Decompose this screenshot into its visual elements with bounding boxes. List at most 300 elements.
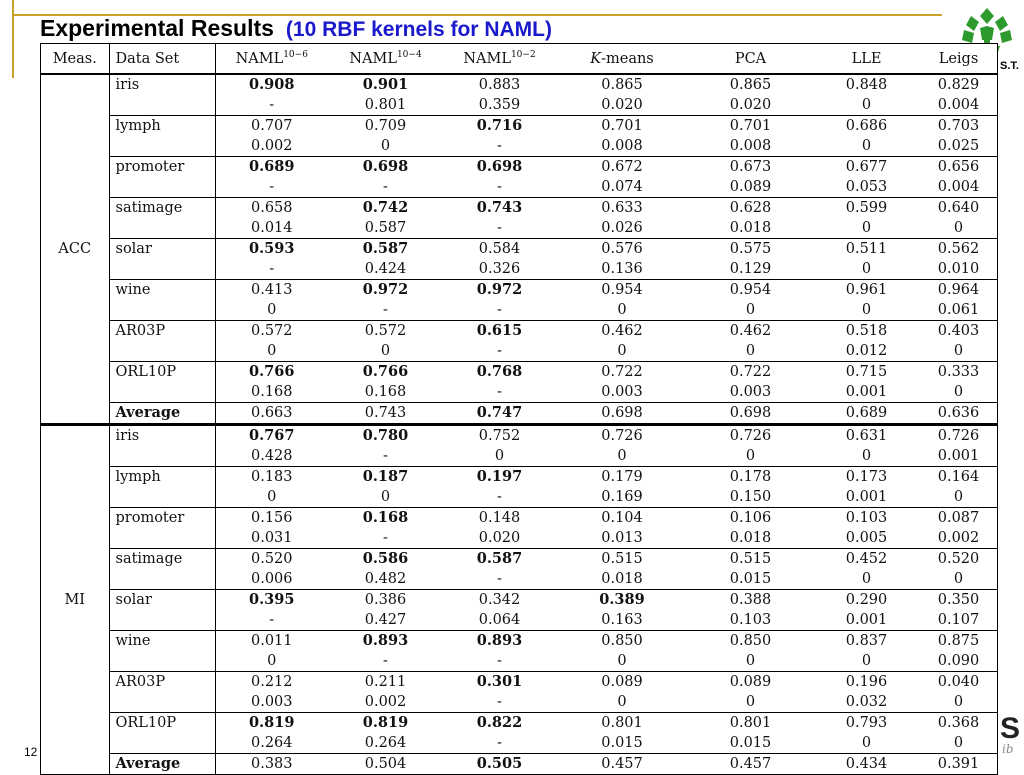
pvalue-cell: 0.064	[478, 612, 521, 628]
pvalue-cell: 0.168	[250, 384, 293, 400]
dataset-blank	[109, 382, 215, 403]
table-row	[41, 321, 997, 342]
pvalue-cell: 0.169	[601, 489, 643, 505]
score-cell: 0.562	[920, 239, 997, 260]
score-cell: 0.593	[215, 239, 328, 260]
table-row	[41, 713, 997, 734]
dataset-blank	[109, 651, 215, 672]
dataset-name: AR03P	[109, 321, 215, 342]
header-naml-label: NAML	[349, 50, 397, 67]
average-cell: 0.457	[688, 754, 813, 775]
score-cell: 0.386	[328, 590, 443, 611]
pvalue-cell: 0	[953, 220, 964, 236]
dataset-blank	[109, 259, 215, 280]
table-row	[41, 382, 997, 403]
score-cell: 0.901	[328, 74, 443, 95]
score-cell: 0.183	[215, 467, 328, 488]
pvalue-cell: 0	[267, 302, 277, 318]
slide-accent-vertical-line	[12, 0, 14, 78]
score-cell: 0.106	[688, 508, 813, 529]
pvalue-cell: -	[497, 653, 502, 669]
bottom-right-logo-fragment: S	[1000, 712, 1021, 745]
subtitle-text: (10 RBF kernels for NAML)	[285, 18, 552, 41]
score-cell: 0.515	[688, 549, 813, 570]
score-cell: 0.673	[688, 157, 813, 178]
score-cell: 0.520	[920, 549, 997, 570]
average-cell: 0.689	[813, 403, 920, 425]
score-cell: 0.518	[813, 321, 920, 342]
table-row	[41, 177, 997, 198]
score-cell: 0.615	[443, 321, 556, 342]
dataset-blank	[109, 95, 215, 116]
table-row	[41, 74, 997, 95]
pvalue-cell: -	[383, 653, 388, 669]
dataset-name: solar	[109, 590, 215, 611]
score-cell: 0.677	[813, 157, 920, 178]
table-row	[41, 549, 997, 570]
pvalue-cell: 0.025	[937, 138, 980, 154]
score-cell: 0.350	[920, 590, 997, 611]
results-table	[41, 44, 997, 774]
table-row	[41, 651, 997, 672]
pvalue-cell: 0.003	[729, 384, 772, 400]
pvalue-cell: 0.002	[250, 138, 293, 154]
header-naml-1e-4	[328, 44, 443, 74]
score-cell: 0.148	[443, 508, 556, 529]
pvalue-cell: 0	[617, 343, 627, 359]
score-cell: 0.698	[328, 157, 443, 178]
table-row	[41, 300, 997, 321]
score-cell: 0.520	[215, 549, 328, 570]
pvalue-cell: -	[383, 448, 388, 464]
pvalue-cell: 0.005	[845, 530, 888, 546]
table-row	[41, 672, 997, 693]
score-cell: 0.333	[920, 362, 997, 383]
dataset-blank	[109, 733, 215, 754]
table-row	[41, 631, 997, 652]
pvalue-cell: 0.074	[601, 179, 643, 195]
pvalue-cell: 0.018	[729, 530, 772, 546]
average-cell: 0.698	[688, 403, 813, 425]
score-cell: 0.961	[813, 280, 920, 301]
results-table-frame	[40, 43, 998, 775]
dataset-name: solar	[109, 239, 215, 260]
average-cell: 0.743	[328, 403, 443, 425]
pvalue-cell: -	[497, 179, 502, 195]
dataset-name: promoter	[109, 508, 215, 529]
pvalue-cell: -	[497, 343, 502, 359]
pvalue-cell: -	[383, 530, 388, 546]
dataset-name: wine	[109, 631, 215, 652]
pvalue-cell: 0.428	[250, 448, 293, 464]
dataset-name: lymph	[109, 467, 215, 488]
pvalue-cell: 0	[745, 653, 756, 669]
pvalue-cell: 0.012	[845, 343, 888, 359]
score-cell: 0.633	[556, 198, 688, 219]
dataset-name: iris	[109, 74, 215, 95]
score-cell: 0.819	[215, 713, 328, 734]
score-cell: 0.087	[920, 508, 997, 529]
score-cell: 0.658	[215, 198, 328, 219]
pvalue-cell: 0.587	[364, 220, 407, 236]
score-cell: 0.703	[920, 116, 997, 137]
header-kmeans-rest: -means	[601, 50, 654, 67]
pvalue-cell: 0	[861, 571, 872, 587]
score-cell: 0.964	[920, 280, 997, 301]
score-cell: 0.587	[328, 239, 443, 260]
table-row	[41, 733, 997, 754]
table-row	[41, 467, 997, 488]
table-row	[41, 528, 997, 549]
pvalue-cell: 0.326	[478, 261, 521, 277]
score-cell: 0.462	[556, 321, 688, 342]
score-cell: 0.103	[813, 508, 920, 529]
score-cell: 0.801	[688, 713, 813, 734]
pvalue-cell: -	[269, 97, 275, 113]
pvalue-cell: 0	[953, 384, 964, 400]
score-cell: 0.211	[328, 672, 443, 693]
header-naml-1e-2	[443, 44, 556, 74]
dataset-blank	[109, 218, 215, 239]
table-row	[41, 487, 997, 508]
pvalue-cell: 0.010	[937, 261, 980, 277]
score-cell: 0.587	[443, 549, 556, 570]
dataset-blank	[109, 610, 215, 631]
score-cell: 0.822	[443, 713, 556, 734]
table-row	[41, 157, 997, 178]
score-cell: 0.586	[328, 549, 443, 570]
score-cell: 0.197	[443, 467, 556, 488]
score-cell: 0.908	[215, 74, 328, 95]
pvalue-cell: 0	[953, 489, 964, 505]
dataset-name: wine	[109, 280, 215, 301]
dataset-blank	[109, 487, 215, 508]
dataset-name: lymph	[109, 116, 215, 137]
average-cell: 0.663	[215, 403, 328, 425]
pvalue-cell: 0.018	[729, 220, 772, 236]
score-cell: 0.780	[328, 425, 443, 447]
score-cell: 0.768	[443, 362, 556, 383]
score-cell: 0.954	[556, 280, 688, 301]
pvalue-cell: 0	[953, 735, 964, 751]
score-cell: 0.893	[328, 631, 443, 652]
header-pca: PCA	[688, 44, 813, 74]
score-cell: 0.089	[688, 672, 813, 693]
pvalue-cell: 0	[861, 261, 872, 277]
score-cell: 0.743	[443, 198, 556, 219]
dataset-name: promoter	[109, 157, 215, 178]
pvalue-cell: 0.103	[729, 612, 772, 628]
pvalue-cell: 0.427	[364, 612, 407, 628]
dataset-blank	[109, 341, 215, 362]
pvalue-cell: 0.359	[478, 97, 521, 113]
pvalue-cell: 0.014	[250, 220, 293, 236]
pvalue-cell: 0.150	[729, 489, 772, 505]
pvalue-cell: 0	[617, 448, 627, 464]
pvalue-cell: 0.020	[601, 97, 643, 113]
score-cell: 0.388	[688, 590, 813, 611]
page-number: 12	[24, 745, 38, 759]
average-label: Average	[109, 403, 215, 425]
table-row	[41, 259, 997, 280]
average-cell: 0.698	[556, 403, 688, 425]
pvalue-cell: 0.008	[601, 138, 643, 154]
pvalue-cell: 0	[953, 694, 964, 710]
score-cell: 0.168	[328, 508, 443, 529]
score-cell: 0.515	[556, 549, 688, 570]
pvalue-cell: -	[497, 694, 502, 710]
table-row	[41, 446, 997, 467]
score-cell: 0.575	[688, 239, 813, 260]
table-row	[41, 590, 997, 611]
score-cell: 0.599	[813, 198, 920, 219]
score-cell: 0.628	[688, 198, 813, 219]
pvalue-cell: 0	[861, 735, 872, 751]
table-row	[41, 425, 997, 447]
pvalue-cell: 0.013	[601, 530, 643, 546]
score-cell: 0.972	[328, 280, 443, 301]
score-cell: 0.040	[920, 672, 997, 693]
score-cell: 0.701	[556, 116, 688, 137]
dataset-name: ORL10P	[109, 362, 215, 383]
header-naml-label: NAML	[463, 50, 511, 67]
score-cell: 0.766	[215, 362, 328, 383]
title-text: Experimental Results	[40, 15, 274, 41]
pvalue-cell: 0	[861, 138, 872, 154]
pvalue-cell: 0.424	[364, 261, 407, 277]
pvalue-cell: 0.001	[845, 384, 888, 400]
score-cell: 0.395	[215, 590, 328, 611]
pvalue-cell: 0.020	[729, 97, 772, 113]
score-cell: 0.403	[920, 321, 997, 342]
score-cell: 0.726	[556, 425, 688, 447]
pvalue-cell: 0	[617, 694, 627, 710]
score-cell: 0.672	[556, 157, 688, 178]
dataset-blank	[109, 569, 215, 590]
pvalue-cell: 0	[953, 343, 964, 359]
pvalue-cell: 0.001	[845, 612, 888, 628]
pvalue-cell: 0.003	[250, 694, 293, 710]
score-cell: 0.631	[813, 425, 920, 447]
pvalue-cell: 0	[745, 448, 756, 464]
pvalue-cell: 0.006	[250, 571, 293, 587]
header-naml-label: NAML	[235, 50, 284, 67]
pvalue-cell: 0	[267, 653, 277, 669]
score-cell: 0.187	[328, 467, 443, 488]
table-row	[41, 692, 997, 713]
pvalue-cell: 0	[267, 489, 277, 505]
score-cell: 0.576	[556, 239, 688, 260]
pvalue-cell: 0	[861, 448, 872, 464]
pvalue-cell: 0	[494, 448, 505, 464]
pvalue-cell: 0.089	[729, 179, 772, 195]
score-cell: 0.893	[443, 631, 556, 652]
dataset-blank	[109, 300, 215, 321]
score-cell: 0.865	[688, 74, 813, 95]
pvalue-cell: 0.008	[729, 138, 772, 154]
score-cell: 0.156	[215, 508, 328, 529]
measure-label: ACC	[41, 74, 109, 425]
score-cell: 0.089	[556, 672, 688, 693]
pvalue-cell: 0.163	[601, 612, 643, 628]
pvalue-cell: -	[497, 138, 502, 154]
score-cell: 0.698	[443, 157, 556, 178]
dataset-blank	[109, 177, 215, 198]
pvalue-cell: 0.090	[937, 653, 980, 669]
score-cell: 0.837	[813, 631, 920, 652]
score-cell: 0.196	[813, 672, 920, 693]
score-cell: 0.865	[556, 74, 688, 95]
score-cell: 0.701	[688, 116, 813, 137]
score-cell: 0.290	[813, 590, 920, 611]
pvalue-cell: 0	[861, 97, 872, 113]
pvalue-cell: 0.004	[937, 179, 980, 195]
score-cell: 0.752	[443, 425, 556, 447]
score-cell: 0.819	[328, 713, 443, 734]
score-cell: 0.389	[556, 590, 688, 611]
pvalue-cell: 0	[380, 489, 391, 505]
table-row	[41, 116, 997, 137]
table-row	[41, 239, 997, 260]
pvalue-cell: 0.015	[729, 571, 772, 587]
score-cell: 0.640	[920, 198, 997, 219]
table-row	[41, 341, 997, 362]
pvalue-cell: 0.168	[364, 384, 407, 400]
score-cell: 0.883	[443, 74, 556, 95]
pvalue-cell: 0.136	[601, 261, 643, 277]
score-cell: 0.179	[556, 467, 688, 488]
score-cell: 0.452	[813, 549, 920, 570]
dataset-name: iris	[109, 425, 215, 447]
score-cell: 0.848	[813, 74, 920, 95]
header-naml-1e-6	[215, 44, 328, 74]
score-cell: 0.875	[920, 631, 997, 652]
pvalue-cell: 0.032	[845, 694, 888, 710]
score-cell: 0.173	[813, 467, 920, 488]
dataset-blank	[109, 528, 215, 549]
dataset-blank	[109, 446, 215, 467]
table-row	[41, 218, 997, 239]
pvalue-cell: -	[269, 612, 275, 628]
header-leigs: Leigs	[920, 44, 997, 74]
pvalue-cell: 0	[953, 571, 964, 587]
table-row	[41, 508, 997, 529]
pvalue-cell: 0.053	[845, 179, 888, 195]
header-dataset: Data Set	[109, 44, 215, 74]
header-naml-exponent: 10−2	[510, 49, 536, 60]
pvalue-cell: 0.026	[601, 220, 643, 236]
header-naml-exponent: 10−4	[396, 49, 422, 60]
pvalue-cell: 0.001	[845, 489, 888, 505]
table-body	[41, 74, 997, 774]
average-label: Average	[109, 754, 215, 775]
dataset-name: satimage	[109, 549, 215, 570]
score-cell: 0.767	[215, 425, 328, 447]
pvalue-cell: -	[269, 179, 275, 195]
dataset-name: AR03P	[109, 672, 215, 693]
table-row	[41, 610, 997, 631]
pvalue-cell: -	[497, 735, 502, 751]
table-row	[41, 198, 997, 219]
average-cell: 0.391	[920, 754, 997, 775]
pvalue-cell: 0	[745, 343, 756, 359]
dataset-blank	[109, 136, 215, 157]
pvalue-cell: 0.482	[364, 571, 407, 587]
average-cell: 0.505	[443, 754, 556, 775]
pvalue-cell: 0.015	[729, 735, 772, 751]
pvalue-cell: 0	[861, 653, 872, 669]
score-cell: 0.850	[688, 631, 813, 652]
pvalue-cell: -	[383, 179, 388, 195]
header-meas: Meas.	[41, 44, 109, 74]
header-kmeans	[556, 44, 688, 74]
score-cell: 0.801	[556, 713, 688, 734]
score-cell: 0.716	[443, 116, 556, 137]
pvalue-cell: -	[497, 302, 502, 318]
score-cell: 0.722	[688, 362, 813, 383]
score-cell: 0.726	[920, 425, 997, 447]
pvalue-cell: 0	[861, 220, 872, 236]
pvalue-cell: 0	[861, 302, 872, 318]
score-cell: 0.413	[215, 280, 328, 301]
table-row	[41, 362, 997, 383]
score-cell: 0.707	[215, 116, 328, 137]
average-cell: 0.457	[556, 754, 688, 775]
score-cell: 0.656	[920, 157, 997, 178]
pvalue-cell: 0.004	[937, 97, 980, 113]
pvalue-cell: 0	[267, 343, 277, 359]
pvalue-cell: 0.002	[364, 694, 407, 710]
pvalue-cell: 0.015	[601, 735, 643, 751]
average-cell: 0.383	[215, 754, 328, 775]
score-cell: 0.972	[443, 280, 556, 301]
dataset-name: satimage	[109, 198, 215, 219]
pvalue-cell: 0.002	[937, 530, 980, 546]
pvalue-cell: 0	[380, 138, 391, 154]
average-cell: 0.434	[813, 754, 920, 775]
average-row	[41, 754, 997, 775]
score-cell: 0.689	[215, 157, 328, 178]
score-cell: 0.178	[688, 467, 813, 488]
average-cell: 0.747	[443, 403, 556, 425]
measure-label: MI	[41, 425, 109, 775]
score-cell: 0.572	[328, 321, 443, 342]
pvalue-cell: 0.264	[364, 735, 407, 751]
pvalue-cell: 0.107	[937, 612, 980, 628]
pvalue-cell: -	[497, 384, 502, 400]
pvalue-cell: 0.031	[250, 530, 293, 546]
pvalue-cell: 0.001	[937, 448, 980, 464]
score-cell: 0.342	[443, 590, 556, 611]
pvalue-cell: 0	[745, 694, 756, 710]
table-row	[41, 569, 997, 590]
average-row	[41, 403, 997, 425]
table-header-row	[41, 44, 997, 74]
score-cell: 0.212	[215, 672, 328, 693]
bottom-right-logo-subtext: ib	[1002, 742, 1014, 756]
pvalue-cell: -	[497, 489, 502, 505]
header-lle: LLE	[813, 44, 920, 74]
score-cell: 0.686	[813, 116, 920, 137]
dataset-blank	[109, 692, 215, 713]
average-cell: 0.504	[328, 754, 443, 775]
score-cell: 0.766	[328, 362, 443, 383]
pvalue-cell: 0.129	[729, 261, 772, 277]
pvalue-cell: -	[269, 261, 275, 277]
pvalue-cell: 0.801	[364, 97, 407, 113]
score-cell: 0.368	[920, 713, 997, 734]
header-kmeans-k: K	[590, 50, 602, 67]
